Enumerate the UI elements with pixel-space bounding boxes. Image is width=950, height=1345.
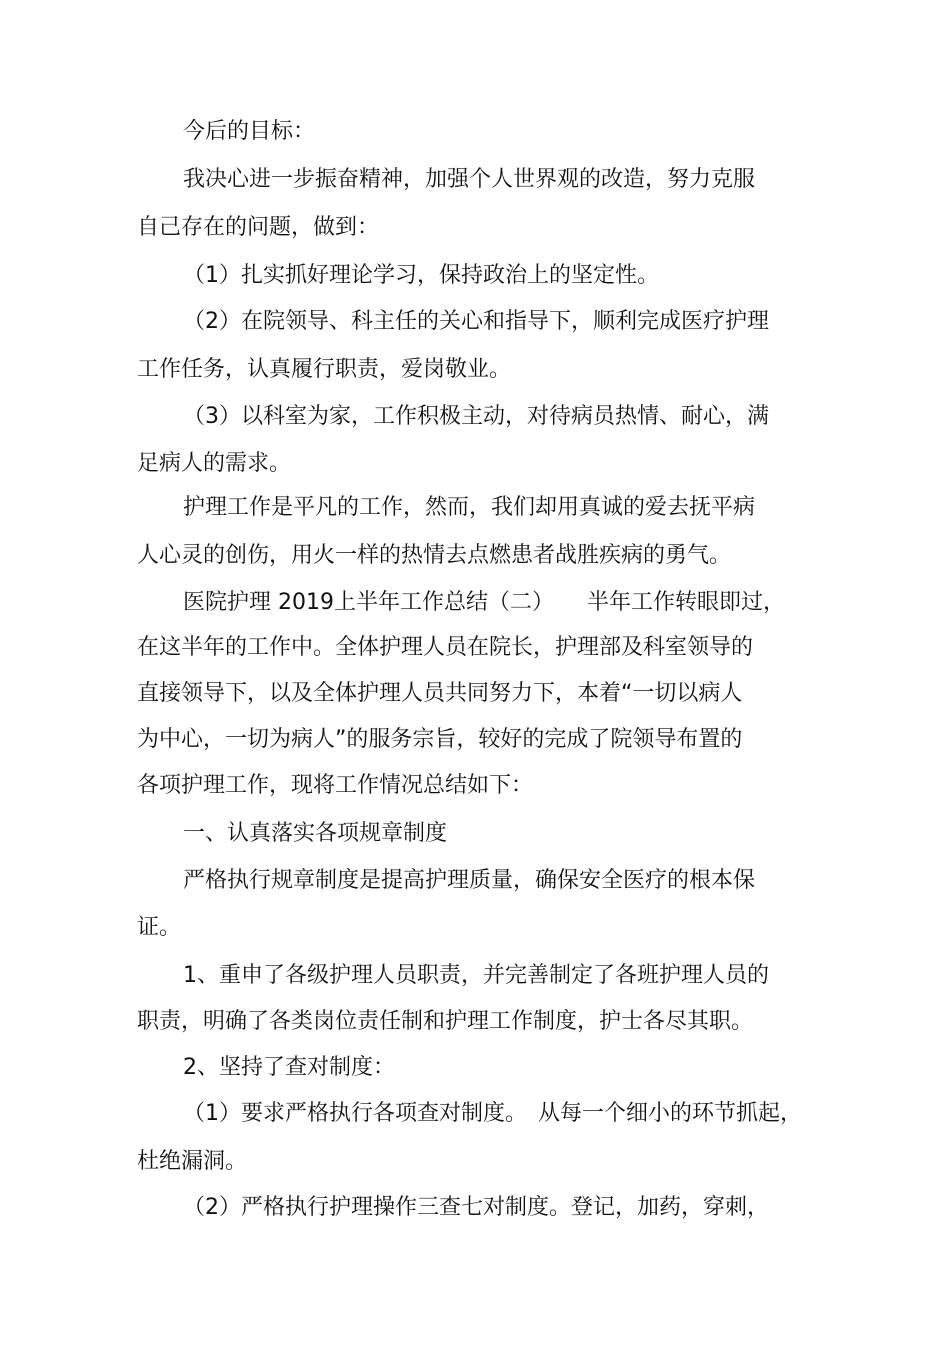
- text-line: （1）要求严格执行各项查对制度。 从每一个细小的环节抓起，: [183, 1101, 802, 1126]
- text-line: 自己存在的问题，做到：: [137, 215, 380, 240]
- text-line: 一、认真落实各项规章制度: [183, 821, 448, 846]
- text-line: 在这半年的工作中。全体护理人员在院长，护理部及科室领导的: [137, 635, 754, 660]
- text-line: 人心灵的创伤，用火一样的热情去点燃患者战胜疾病的勇气。: [137, 543, 732, 568]
- text-line: 各项护理工作，现将工作情况总结如下：: [137, 773, 534, 798]
- text-line: 足病人的需求。: [137, 451, 292, 476]
- text-line: 医院护理 2019上半年工作总结（二） 半年工作转眼即过，: [183, 590, 785, 615]
- text-line: 证。: [137, 915, 182, 940]
- text-line: 职责，明确了各类岗位责任制和护理工作制度，护士各尽其职。: [137, 1009, 754, 1034]
- text-line: 严格执行规章制度是提高护理质量，确保安全医疗的根本保: [183, 868, 756, 893]
- text-line: （1）扎实抓好理论学习，保持政治上的坚定性。: [183, 263, 659, 288]
- text-line: 1、重申了各级护理人员职责，并完善制定了各班护理人员的: [183, 963, 769, 988]
- text-line: （2）严格执行护理操作三查七对制度。登记，加药，穿刺，: [183, 1195, 769, 1220]
- text-line: 工作任务，认真履行职责，爱岗敬业。: [137, 357, 512, 382]
- text-line: 护理工作是平凡的工作，然而，我们却用真诚的爱去抚平病: [183, 495, 756, 520]
- text-line: 直接领导下，以及全体护理人员共同努力下，本着“一切以病人: [137, 681, 743, 706]
- text-line: 今后的目标：: [183, 119, 316, 144]
- text-line: 我决心进一步振奋精神，加强个人世界观的改造，努力克服: [183, 167, 756, 192]
- text-line: 杜绝漏洞。: [137, 1149, 248, 1174]
- text-line: 2、坚持了查对制度：: [183, 1055, 395, 1080]
- text-line: （3）以科室为家，工作积极主动，对待病员热情、耐心，满: [183, 404, 769, 429]
- text-line: 为中心，一切为病人”的服务宗旨，较好的完成了院领导布置的: [137, 727, 743, 752]
- text-line: （2）在院领导、科主任的关心和指导下，顺利完成医疗护理: [183, 309, 769, 334]
